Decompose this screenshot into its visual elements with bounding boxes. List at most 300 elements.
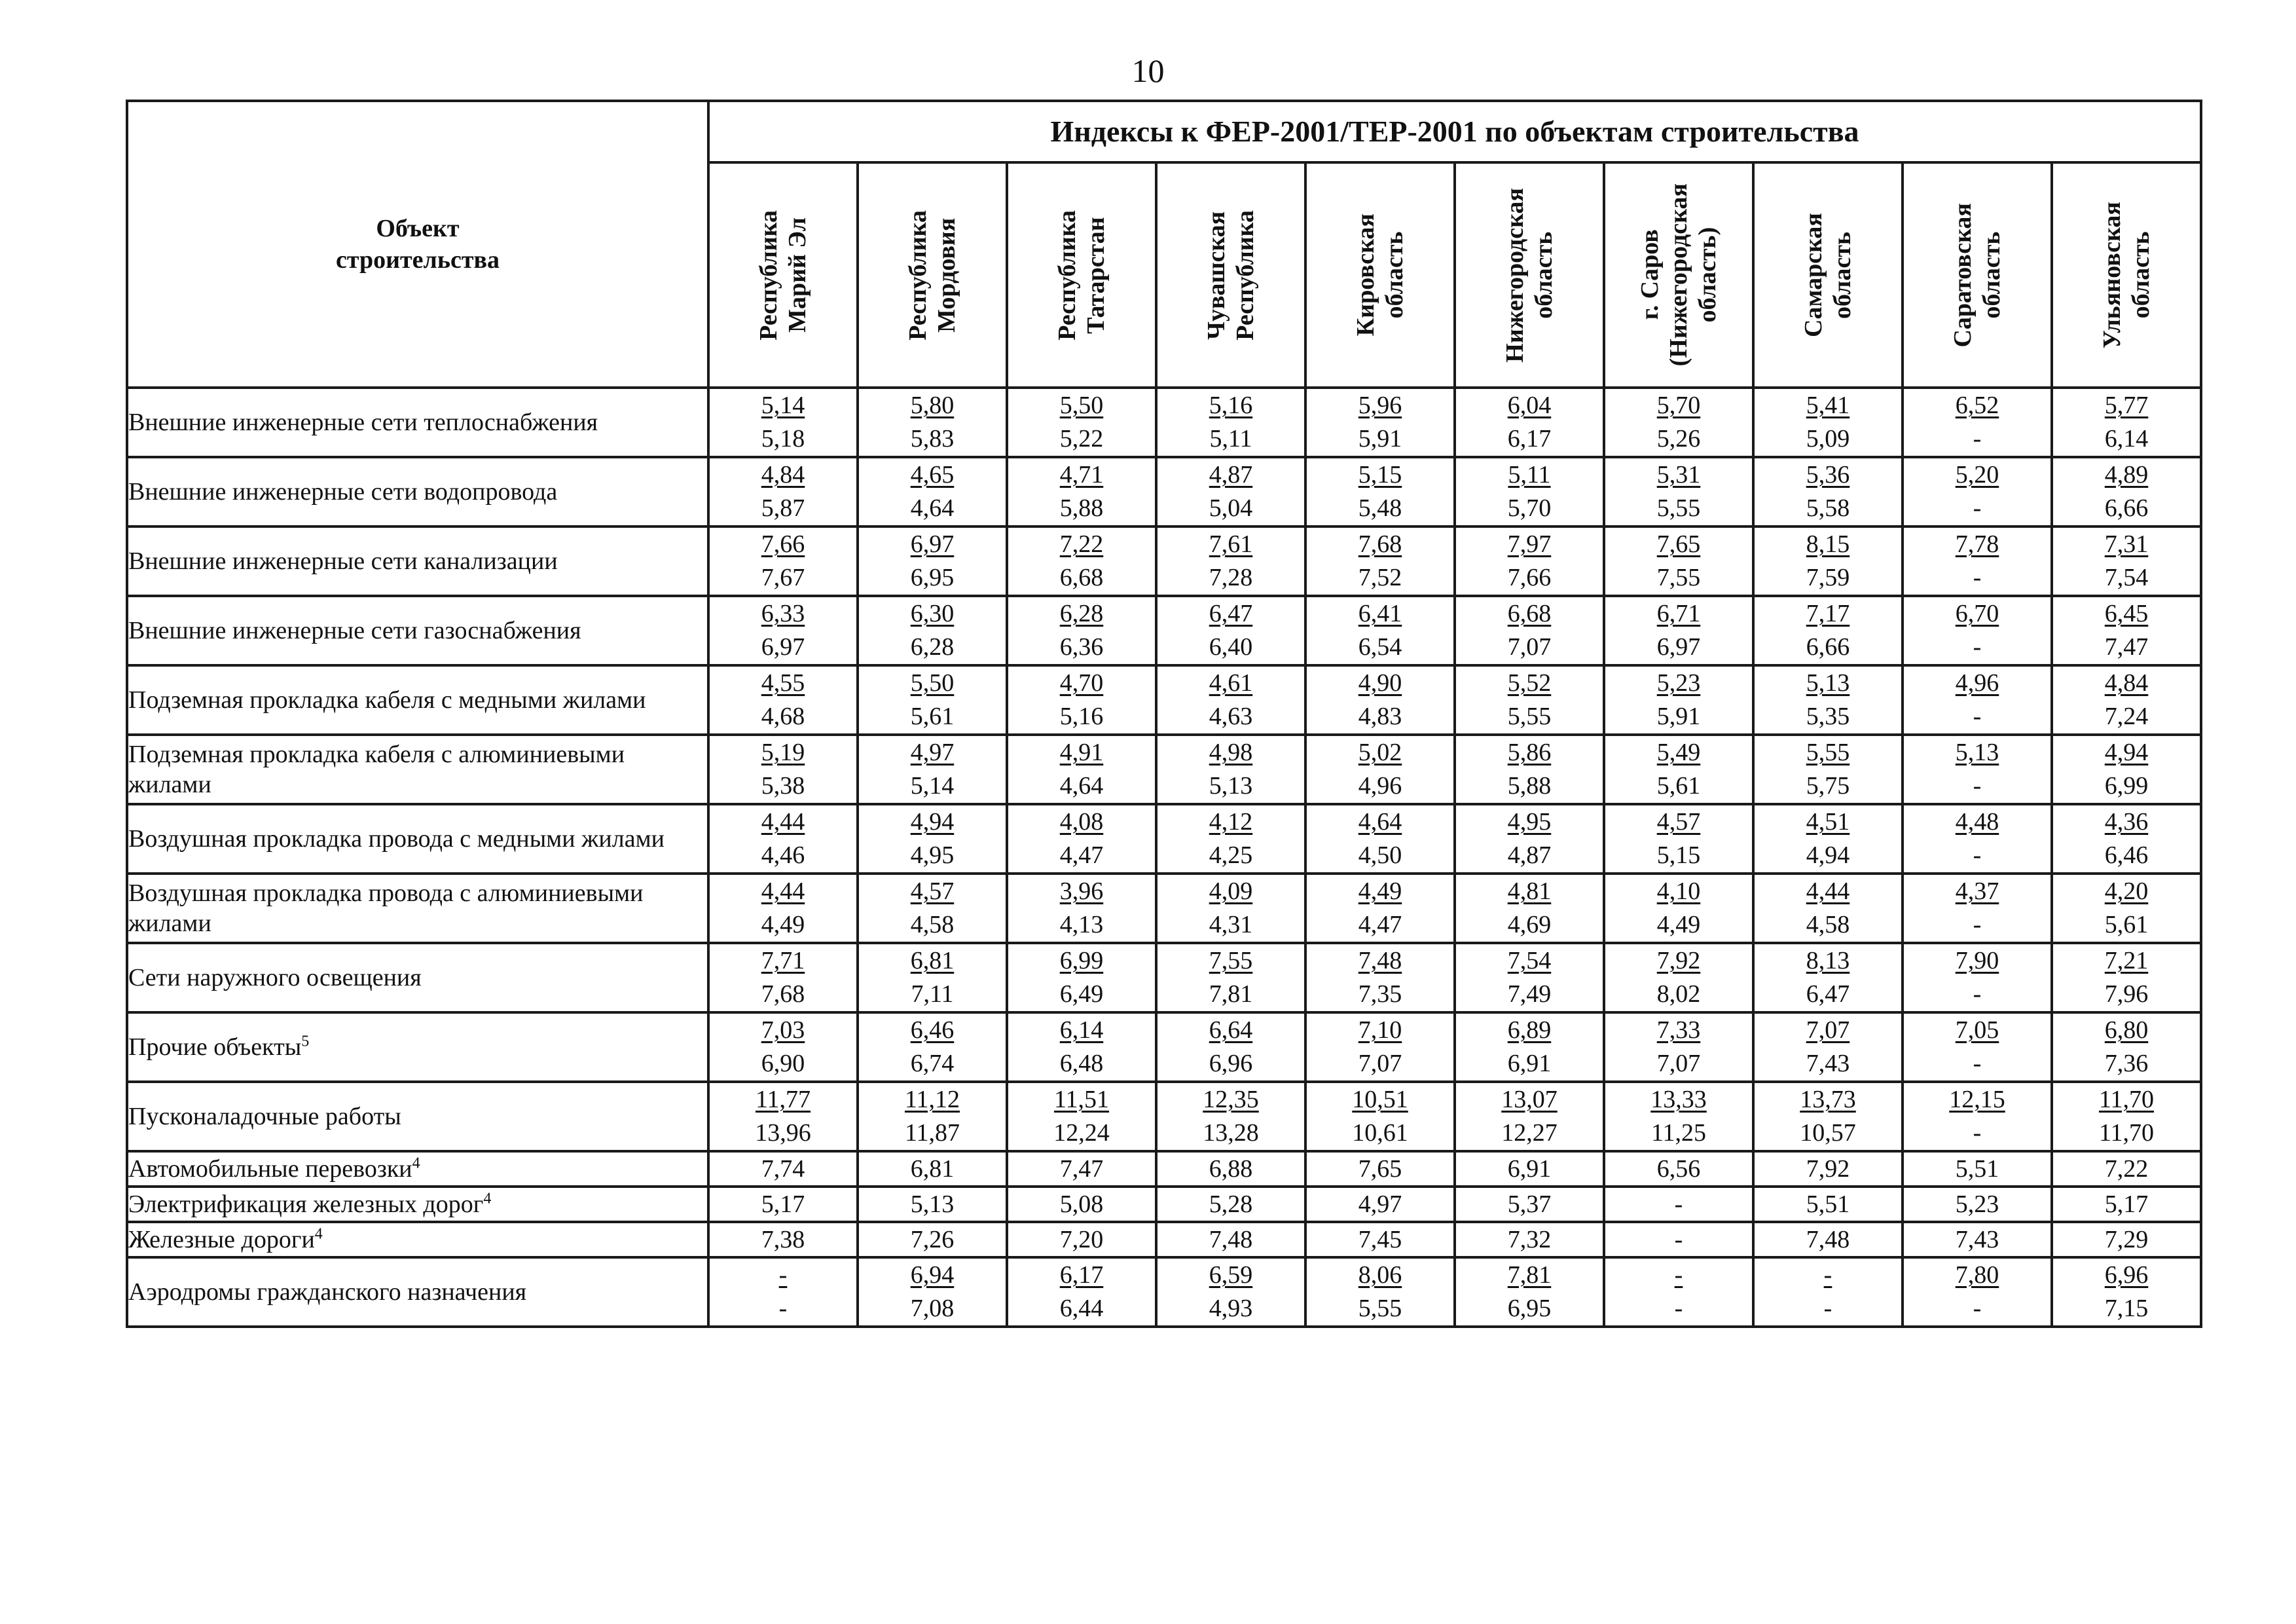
object-name: Прочие объекты$^5$ bbox=[127, 1012, 708, 1082]
index-cell bbox=[2052, 457, 2201, 526]
object-column-header: Объект строительства bbox=[127, 101, 708, 388]
index-cell bbox=[1903, 804, 2052, 874]
index-value-top: 6,64 bbox=[1209, 1016, 1253, 1044]
index-value-bottom: 4,47 bbox=[1059, 841, 1104, 869]
index-value-bottom: 5,91 bbox=[1358, 425, 1402, 452]
index-value-top: 4,57 bbox=[910, 877, 955, 905]
index-value-bottom: 4,87 bbox=[1507, 841, 1552, 869]
index-value-bottom: 5,88 bbox=[1059, 494, 1104, 522]
object-name: Железные дороги$^4$ bbox=[127, 1222, 708, 1257]
index-value-bottom: 7,68 bbox=[761, 980, 805, 1008]
index-value-top: 6,14 bbox=[1059, 1016, 1104, 1044]
index-cell bbox=[858, 388, 1007, 457]
index-value: 6,81 bbox=[858, 1151, 1007, 1187]
region-header-7 bbox=[1604, 162, 1753, 388]
index-value-bottom: 5,38 bbox=[761, 772, 805, 800]
index-value-bottom: 6,95 bbox=[910, 564, 955, 591]
index-cell bbox=[1455, 804, 1604, 874]
index-value-top: 4,89 bbox=[2104, 461, 2149, 489]
index-value-top: 7,10 bbox=[1358, 1016, 1402, 1044]
index-cell bbox=[1156, 457, 1305, 526]
index-cell bbox=[1604, 596, 1753, 665]
index-cell bbox=[708, 1257, 858, 1327]
index-value-top: 11,51 bbox=[1053, 1086, 1110, 1113]
index-cell bbox=[1305, 804, 1455, 874]
index-value: 5,28 bbox=[1156, 1187, 1305, 1222]
index-value-bottom: 5,13 bbox=[1209, 772, 1253, 800]
region-header-label: Ульяновская область bbox=[2098, 201, 2155, 349]
index-value-bottom: 7,11 bbox=[911, 980, 954, 1008]
index-value-top: 8,15 bbox=[1806, 530, 1850, 558]
index-value-top: 6,59 bbox=[1209, 1261, 1253, 1289]
index-value-top: 7,68 bbox=[1358, 530, 1402, 558]
region-header-label: Самарская область bbox=[1800, 213, 1856, 337]
index-value: 5,23 bbox=[1903, 1187, 2052, 1222]
index-cell bbox=[1903, 457, 2052, 526]
index-cell bbox=[1753, 1082, 1903, 1151]
index-cell bbox=[708, 804, 858, 874]
index-value-bottom: 8,02 bbox=[1656, 980, 1701, 1008]
index-cell bbox=[858, 1012, 1007, 1082]
index-value: 6,88 bbox=[1156, 1151, 1305, 1187]
index-value-bottom: 10,57 bbox=[1800, 1119, 1856, 1147]
index-value-bottom: 4,49 bbox=[761, 911, 805, 938]
index-value-bottom: 6,28 bbox=[910, 633, 955, 661]
index-value-bottom: 5,70 bbox=[1507, 494, 1552, 522]
index-cell bbox=[1156, 526, 1305, 596]
index-value-top: 7,97 bbox=[1507, 530, 1552, 558]
index-value-bottom: 6,40 bbox=[1209, 633, 1253, 661]
index-cell bbox=[858, 874, 1007, 943]
index-value: 5,17 bbox=[2052, 1187, 2201, 1222]
index-cell bbox=[1007, 943, 1156, 1012]
index-value-bottom: 4,25 bbox=[1209, 841, 1253, 869]
index-value-top: 4,95 bbox=[1507, 808, 1552, 836]
index-value-top: 5,19 bbox=[761, 739, 805, 766]
footnote-mark: 4 bbox=[483, 1190, 492, 1208]
index-value-top: 11,12 bbox=[904, 1086, 960, 1113]
index-cell bbox=[2052, 1257, 2201, 1327]
index-value-top: 6,71 bbox=[1656, 600, 1701, 627]
index-cell bbox=[2052, 388, 2201, 457]
footnote-mark: 5 bbox=[301, 1033, 310, 1050]
index-cell bbox=[1305, 735, 1455, 804]
index-value-top: 8,06 bbox=[1358, 1261, 1402, 1289]
index-value-top: 7,54 bbox=[1507, 947, 1552, 974]
index-value-bottom: 5,61 bbox=[910, 703, 955, 730]
index-value-bottom: 11,25 bbox=[1650, 1119, 1707, 1147]
index-value-top: 4,87 bbox=[1209, 461, 1253, 489]
index-cell bbox=[1156, 1012, 1305, 1082]
index-value-top: 5,50 bbox=[910, 669, 955, 697]
index-value-bottom: 7,96 bbox=[2104, 980, 2149, 1008]
index-value-top: 7,65 bbox=[1656, 530, 1701, 558]
index-cell bbox=[1305, 388, 1455, 457]
construction-index-table bbox=[126, 100, 2202, 1328]
index-cell bbox=[1604, 526, 1753, 596]
index-cell bbox=[1305, 596, 1455, 665]
index-value-bottom: - bbox=[1973, 633, 1982, 661]
index-value: 6,91 bbox=[1455, 1151, 1604, 1187]
index-value-top: 4,44 bbox=[1806, 877, 1850, 905]
index-value: 7,92 bbox=[1753, 1151, 1903, 1187]
index-cell bbox=[1455, 735, 1604, 804]
index-cell bbox=[1305, 943, 1455, 1012]
index-cell bbox=[708, 596, 858, 665]
index-cell bbox=[1753, 874, 1903, 943]
object-name: Подземная прокладка кабеля с алюминиевыми жилами bbox=[127, 735, 708, 804]
index-value-bottom: 6,97 bbox=[1656, 633, 1701, 661]
index-cell bbox=[858, 1257, 1007, 1327]
index-value-top: 7,71 bbox=[761, 947, 805, 974]
index-value-top: 7,80 bbox=[1955, 1261, 1999, 1289]
object-name: Внешние инженерные сети теплоснабжения bbox=[127, 388, 708, 457]
index-value-top: 6,17 bbox=[1059, 1261, 1104, 1289]
index-value: 7,45 bbox=[1305, 1222, 1455, 1257]
index-cell bbox=[1156, 1082, 1305, 1151]
object-name: Сети наружного освещения bbox=[127, 943, 708, 1012]
index-value-bottom: 5,16 bbox=[1059, 703, 1104, 730]
index-value-bottom: 5,35 bbox=[1806, 703, 1850, 730]
index-cell bbox=[1753, 943, 1903, 1012]
index-cell bbox=[1007, 1012, 1156, 1082]
index-value-bottom: 11,87 bbox=[904, 1119, 960, 1147]
index-value-top: 6,89 bbox=[1507, 1016, 1552, 1044]
index-value-top: 6,80 bbox=[2104, 1016, 2149, 1044]
index-value-top: 7,81 bbox=[1507, 1261, 1552, 1289]
index-cell bbox=[1455, 1082, 1604, 1151]
index-value: 6,56 bbox=[1604, 1151, 1753, 1187]
table-row bbox=[127, 388, 2201, 457]
index-value-top: 4,97 bbox=[910, 739, 955, 766]
index-cell bbox=[1007, 596, 1156, 665]
index-cell bbox=[708, 874, 858, 943]
index-value-top: 4,57 bbox=[1656, 808, 1701, 836]
index-cell bbox=[1604, 457, 1753, 526]
index-value-bottom: 5,91 bbox=[1656, 703, 1701, 730]
index-value-bottom: 6,54 bbox=[1358, 633, 1402, 661]
region-header-label: Республика Марий Эл bbox=[755, 210, 811, 341]
index-value-bottom: 6,44 bbox=[1059, 1295, 1104, 1322]
table-row bbox=[127, 1222, 2201, 1257]
index-value-top: 4,12 bbox=[1209, 808, 1253, 836]
index-value-top: 5,96 bbox=[1358, 392, 1402, 419]
index-cell bbox=[1903, 596, 2052, 665]
index-value-top: 4,90 bbox=[1358, 669, 1402, 697]
index-value-bottom: 4,95 bbox=[910, 841, 955, 869]
index-value-bottom: 4,50 bbox=[1358, 841, 1402, 869]
table-row bbox=[127, 1187, 2201, 1222]
object-name: Воздушная прокладка провода с алюминиевыми жилами bbox=[127, 874, 708, 943]
index-value-top: 6,41 bbox=[1358, 600, 1402, 627]
index-value-bottom: 13,96 bbox=[755, 1119, 811, 1147]
index-value: 5,37 bbox=[1455, 1187, 1604, 1222]
index-value-bottom: 5,15 bbox=[1656, 841, 1701, 869]
index-value-top: 4,44 bbox=[761, 877, 805, 905]
index-value-bottom: 4,46 bbox=[761, 841, 805, 869]
index-value-top: 5,13 bbox=[1955, 739, 1999, 766]
table-row bbox=[127, 1151, 2201, 1187]
index-value: - bbox=[1604, 1222, 1753, 1257]
index-value-bottom: 6,14 bbox=[2104, 425, 2149, 452]
index-value: 7,47 bbox=[1007, 1151, 1156, 1187]
index-value-bottom: 6,68 bbox=[1059, 564, 1104, 591]
object-name: Воздушная прокладка провода с медными жилами bbox=[127, 804, 708, 874]
index-value-top: 4,49 bbox=[1358, 877, 1402, 905]
index-cell bbox=[1903, 665, 2052, 735]
index-value-top: 4,84 bbox=[761, 461, 805, 489]
index-value-bottom: 6,17 bbox=[1507, 425, 1552, 452]
index-cell bbox=[1753, 804, 1903, 874]
index-value-bottom: 5,11 bbox=[1209, 425, 1252, 452]
region-header-9 bbox=[1903, 162, 2052, 388]
region-header-5 bbox=[1305, 162, 1455, 388]
index-cell bbox=[858, 735, 1007, 804]
index-cell bbox=[1903, 735, 2052, 804]
index-value-bottom: 4,58 bbox=[910, 911, 955, 938]
index-value-top: 7,61 bbox=[1209, 530, 1253, 558]
index-value-top: 6,46 bbox=[910, 1016, 955, 1044]
index-value-bottom: 7,47 bbox=[2104, 633, 2149, 661]
index-cell bbox=[858, 596, 1007, 665]
index-value-bottom: 5,55 bbox=[1507, 703, 1552, 730]
index-value-bottom: 7,66 bbox=[1507, 564, 1552, 591]
index-cell bbox=[708, 735, 858, 804]
index-value-bottom: 7,08 bbox=[910, 1295, 955, 1322]
index-value-top: 4,36 bbox=[2104, 808, 2149, 836]
index-value-bottom: 4,96 bbox=[1358, 772, 1402, 800]
index-value-bottom: - bbox=[1674, 1295, 1683, 1322]
index-value-bottom: - bbox=[1973, 841, 1982, 869]
index-cell bbox=[1753, 457, 1903, 526]
index-cell bbox=[858, 943, 1007, 1012]
index-cell bbox=[1007, 1257, 1156, 1327]
index-cell bbox=[1007, 1082, 1156, 1151]
index-value-bottom: 4,49 bbox=[1656, 911, 1701, 938]
region-header-10 bbox=[2052, 162, 2201, 388]
index-cell bbox=[1455, 665, 1604, 735]
table-row bbox=[127, 735, 2201, 804]
index-value-top: 7,90 bbox=[1955, 947, 1999, 974]
index-value-bottom: - bbox=[1973, 703, 1982, 730]
index-value: 7,74 bbox=[708, 1151, 858, 1187]
table-row bbox=[127, 804, 2201, 874]
index-value-bottom: 12,27 bbox=[1501, 1119, 1558, 1147]
index-value-top: 7,07 bbox=[1806, 1016, 1850, 1044]
index-value: 7,38 bbox=[708, 1222, 858, 1257]
index-value-top: 4,94 bbox=[2104, 739, 2149, 766]
index-value-top: 5,55 bbox=[1806, 739, 1850, 766]
index-value-bottom: 7,36 bbox=[2104, 1050, 2149, 1077]
index-value-top: 4,94 bbox=[910, 808, 955, 836]
index-cell bbox=[1305, 1012, 1455, 1082]
index-cell bbox=[1753, 1012, 1903, 1082]
index-value-bottom: 5,26 bbox=[1656, 425, 1701, 452]
index-cell bbox=[1156, 596, 1305, 665]
index-value-top: 7,31 bbox=[2104, 530, 2149, 558]
index-value-top: - bbox=[1674, 1261, 1683, 1289]
index-value-top: 5,77 bbox=[2104, 392, 2149, 419]
index-value-bottom: 5,48 bbox=[1358, 494, 1402, 522]
index-value-bottom: - bbox=[1973, 425, 1982, 452]
index-cell bbox=[2052, 526, 2201, 596]
index-value-bottom: 6,46 bbox=[2104, 841, 2149, 869]
index-value-top: 5,14 bbox=[761, 392, 805, 419]
index-value-bottom: 4,64 bbox=[910, 494, 955, 522]
page-number: 10 bbox=[1131, 52, 1165, 89]
index-value-top: 6,30 bbox=[910, 600, 955, 627]
index-value-bottom: 5,22 bbox=[1059, 425, 1104, 452]
index-value-top: 7,33 bbox=[1656, 1016, 1701, 1044]
index-cell bbox=[1156, 943, 1305, 1012]
index-cell bbox=[1156, 665, 1305, 735]
index-cell bbox=[1305, 1082, 1455, 1151]
index-value-top: 4,08 bbox=[1059, 808, 1104, 836]
index-cell bbox=[1604, 943, 1753, 1012]
index-value-top: 5,41 bbox=[1806, 392, 1850, 419]
index-cell bbox=[1305, 457, 1455, 526]
index-value-bottom: 6,36 bbox=[1059, 633, 1104, 661]
index-value-top: 8,13 bbox=[1806, 947, 1850, 974]
index-value-top: 4,91 bbox=[1059, 739, 1104, 766]
index-value-bottom: 5,75 bbox=[1806, 772, 1850, 800]
index-value-bottom: 7,52 bbox=[1358, 564, 1402, 591]
index-value-top: 4,71 bbox=[1059, 461, 1104, 489]
index-value-top: 11,70 bbox=[2098, 1086, 2155, 1113]
index-value-bottom: 6,49 bbox=[1059, 980, 1104, 1008]
index-cell bbox=[1753, 596, 1903, 665]
index-value-bottom: 4,13 bbox=[1059, 911, 1104, 938]
index-cell bbox=[1305, 526, 1455, 596]
table-row bbox=[127, 943, 2201, 1012]
index-cell bbox=[1455, 943, 1604, 1012]
index-value-top: 13,73 bbox=[1800, 1086, 1856, 1113]
index-cell bbox=[1753, 388, 1903, 457]
index-value-top: 10,51 bbox=[1352, 1086, 1408, 1113]
index-cell bbox=[2052, 1082, 2201, 1151]
index-cell bbox=[1753, 665, 1903, 735]
index-value-top: 7,03 bbox=[761, 1016, 805, 1044]
index-value-bottom: 7,43 bbox=[1806, 1050, 1850, 1077]
index-value: 7,22 bbox=[2052, 1151, 2201, 1187]
index-value-top: 13,07 bbox=[1501, 1086, 1558, 1113]
index-value-top: 13,33 bbox=[1650, 1086, 1707, 1113]
index-value: 7,48 bbox=[1156, 1222, 1305, 1257]
index-cell bbox=[1156, 735, 1305, 804]
index-cell bbox=[1455, 457, 1604, 526]
index-value-bottom: 5,61 bbox=[2104, 911, 2149, 938]
index-cell bbox=[1007, 804, 1156, 874]
table-row bbox=[127, 596, 2201, 665]
index-value-top: 6,52 bbox=[1955, 392, 1999, 419]
index-value-top: 5,86 bbox=[1507, 739, 1552, 766]
index-value-top: 4,61 bbox=[1209, 669, 1253, 697]
index-value-top: 5,49 bbox=[1656, 739, 1701, 766]
index-value-top: 4,51 bbox=[1806, 808, 1850, 836]
index-value-bottom: - bbox=[778, 1295, 788, 1322]
index-value-top: 7,66 bbox=[761, 530, 805, 558]
table-body bbox=[127, 388, 2201, 1327]
index-cell bbox=[858, 1082, 1007, 1151]
index-value-top: 7,92 bbox=[1656, 947, 1701, 974]
index-value-top: 4,09 bbox=[1209, 877, 1253, 905]
index-value-bottom: 6,99 bbox=[2104, 772, 2149, 800]
index-value: 7,43 bbox=[1903, 1222, 2052, 1257]
index-value-bottom: 7,35 bbox=[1358, 980, 1402, 1008]
index-cell bbox=[1007, 665, 1156, 735]
region-header-label: Республика Мордовия bbox=[904, 210, 960, 341]
index-value-top: 7,05 bbox=[1955, 1016, 1999, 1044]
index-value-bottom: 5,58 bbox=[1806, 494, 1850, 522]
index-cell bbox=[2052, 665, 2201, 735]
index-value-top: 6,33 bbox=[761, 600, 805, 627]
index-cell bbox=[858, 457, 1007, 526]
index-value-bottom: 5,04 bbox=[1209, 494, 1253, 522]
index-cell bbox=[1156, 388, 1305, 457]
index-cell bbox=[2052, 874, 2201, 943]
index-value-bottom: 6,90 bbox=[761, 1050, 805, 1077]
index-cell bbox=[708, 1082, 858, 1151]
index-cell bbox=[858, 804, 1007, 874]
index-cell bbox=[1604, 874, 1753, 943]
index-value-bottom: 4,64 bbox=[1059, 772, 1104, 800]
object-name: Внешние инженерные сети канализации bbox=[127, 526, 708, 596]
index-value-bottom: 7,49 bbox=[1507, 980, 1552, 1008]
index-value-bottom: 5,87 bbox=[761, 494, 805, 522]
index-value-bottom: 10,61 bbox=[1352, 1119, 1408, 1147]
region-header-4 bbox=[1156, 162, 1305, 388]
index-cell bbox=[1753, 526, 1903, 596]
index-value-top: 6,68 bbox=[1507, 600, 1552, 627]
index-value-bottom: 4,94 bbox=[1806, 841, 1850, 869]
index-value-bottom: 4,83 bbox=[1358, 703, 1402, 730]
index-cell bbox=[1455, 1257, 1604, 1327]
region-header-label: Нижегородская область bbox=[1501, 187, 1558, 363]
index-cell bbox=[1604, 1012, 1753, 1082]
index-value-top: 5,16 bbox=[1209, 392, 1253, 419]
index-value-top: 5,31 bbox=[1656, 461, 1701, 489]
index-value-top: - bbox=[778, 1261, 788, 1289]
index-value-top: 7,22 bbox=[1059, 530, 1104, 558]
index-cell bbox=[1007, 526, 1156, 596]
index-value-top: 5,80 bbox=[910, 392, 955, 419]
index-value: 7,26 bbox=[858, 1222, 1007, 1257]
index-value-top: 5,36 bbox=[1806, 461, 1850, 489]
index-cell bbox=[1156, 804, 1305, 874]
indices-group-header: Индексы к ФЕР-2001/ТЕР-2001 по объектам строительства bbox=[708, 101, 2201, 162]
index-value-top: 7,78 bbox=[1955, 530, 1999, 558]
index-value-bottom: 4,63 bbox=[1209, 703, 1253, 730]
index-cell bbox=[1903, 1257, 2052, 1327]
index-value-bottom: 5,18 bbox=[761, 425, 805, 452]
index-value-top: 6,99 bbox=[1059, 947, 1104, 974]
index-value-bottom: 6,48 bbox=[1059, 1050, 1104, 1077]
index-value-bottom: - bbox=[1973, 980, 1982, 1008]
index-value-top: 6,81 bbox=[910, 947, 955, 974]
index-value-bottom: 4,58 bbox=[1806, 911, 1850, 938]
index-value-bottom: 5,88 bbox=[1507, 772, 1552, 800]
index-cell bbox=[708, 1012, 858, 1082]
index-value-top: 6,47 bbox=[1209, 600, 1253, 627]
index-value-top: 6,04 bbox=[1507, 392, 1552, 419]
table-row bbox=[127, 1257, 2201, 1327]
index-value-top: 5,23 bbox=[1656, 669, 1701, 697]
index-value: 5,17 bbox=[708, 1187, 858, 1222]
index-value: 5,51 bbox=[1753, 1187, 1903, 1222]
index-value-bottom: 7,55 bbox=[1656, 564, 1701, 591]
index-value-bottom: 4,69 bbox=[1507, 911, 1552, 938]
index-cell bbox=[1903, 526, 2052, 596]
